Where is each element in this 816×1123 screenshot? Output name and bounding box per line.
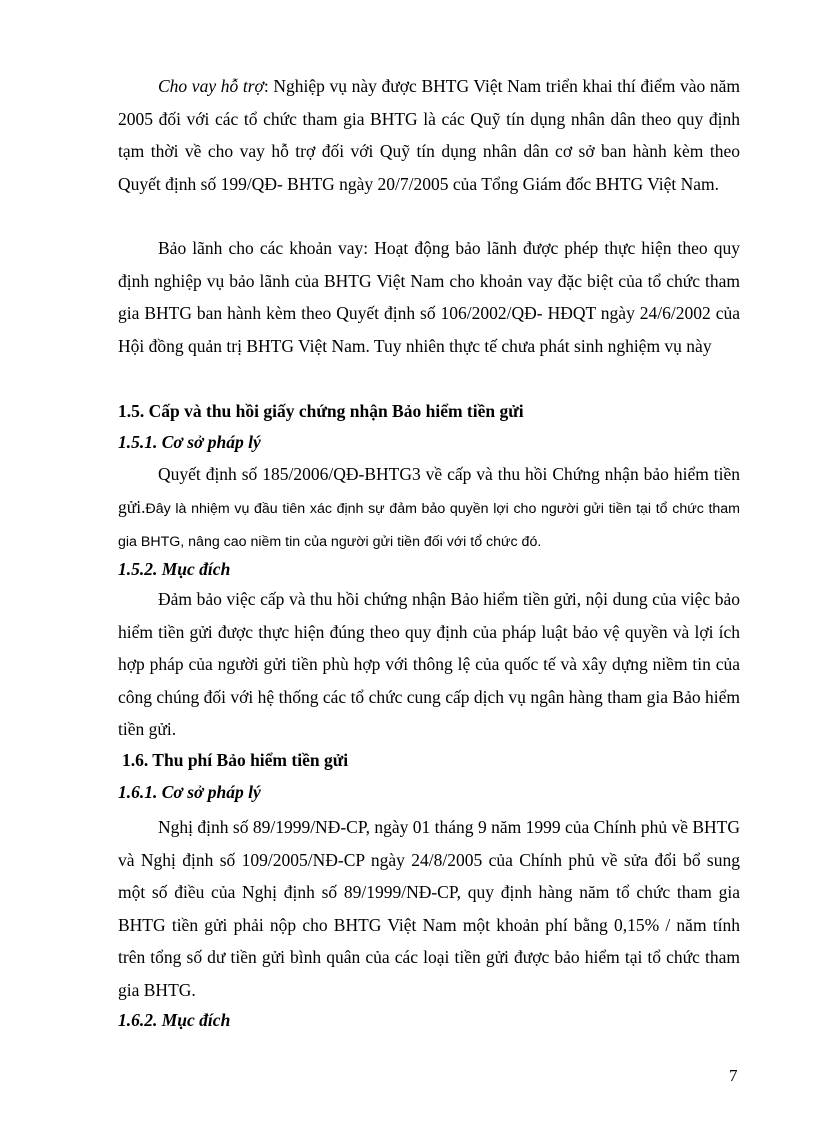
subsection-heading-1-5-1: 1.5.1. Cơ sở pháp lý bbox=[118, 432, 261, 452]
page-number: 7 bbox=[729, 1066, 738, 1085]
section-heading-1-5: 1.5. Cấp và thu hồi giấy chứng nhận Bảo hiểm tiền gửi bbox=[118, 401, 524, 421]
paragraph-bao-lanh: Bảo lãnh cho các khoản vay: Hoạt động bảo lãnh được phép thực hiện theo quy định nghiệp vụ bảo lãnh của BHTG Việt Nam cho khoản vay đặc biệt của tổ chức tham gia BHTG ban hành kèm theo Quyết định số 106/2002/QĐ- HĐQT ngày 24/6/2002 của Hội đồng quản trị BHTG Việt Nam. Tuy nhiên thực tế chưa phát sinh nghiệm vụ này bbox=[118, 238, 740, 356]
paragraph-text-first: Quyết định số 185/2006/QĐ-BHTG3 về cấp và thu hồi Chứng nhận bảo hiểm tiền gửi. bbox=[118, 464, 740, 517]
section-heading-1-6: 1.6. Thu phí Bảo hiểm tiền gửi bbox=[122, 750, 349, 770]
paragraph-quyet-dinh-185 bbox=[118, 458, 740, 557]
subsection-heading-1-6-2: 1.6.2. Mục đích bbox=[118, 1010, 231, 1030]
subsection-heading-1-6-1: 1.6.1. Cơ sở pháp lý bbox=[118, 782, 261, 802]
paragraph-cho-vay-ho-tro bbox=[118, 70, 740, 200]
paragraph-lead-term: Cho vay hỗ trợ bbox=[158, 76, 264, 96]
paragraph-nghi-dinh-89: Nghị định số 89/1999/NĐ-CP, ngày 01 tháng 9 năm 1999 của Chính phủ về BHTG và Nghị định số 109/2005/NĐ-CP ngày 24/8/2005 của Chính phủ về sửa đổi bổ sung một số điều của Nghị định số 89/1999/NĐ-CP, quy định hàng năm tổ chức tham gia BHTG tiền gửi phải nộp cho BHTG Việt Nam một khoản phí bằng 0,15% / năm tính trên tổng số dư tiền gửi bình quân của các loại tiền gửi được bảo hiểm tại tổ chức tham gia BHTG. bbox=[118, 817, 740, 1000]
paragraph-text-sans: Đây là nhiệm vụ đầu tiên xác định sự đảm bảo quyền lợi cho người gửi tiền tại tổ chức tham gia BHTG, nâng cao niềm tin của người gửi tiền đối với tổ chức đó. bbox=[118, 500, 740, 550]
paragraph-text: : Nghiệp vụ này được BHTG Việt Nam triển khai thí điểm vào năm 2005 đối với các tổ chức tham gia BHTG là các Quỹ tín dụng nhân dân theo quy định tạm thời về cho vay hỗ trợ đối với Quỹ tín dụng nhân dân cơ sở ban hành kèm theo Quyết định số 199/QĐ- BHTG ngày 20/7/2005 của Tổng Giám đốc BHTG Việt Nam. bbox=[118, 76, 740, 194]
subsection-heading-1-5-2: 1.5.2. Mục đích bbox=[118, 559, 231, 579]
paragraph-muc-dich-1-5-2: Đảm bảo việc cấp và thu hồi chứng nhận Bảo hiểm tiền gửi, nội dung của việc bảo hiểm tiền gửi được thực hiện đúng theo quy định của pháp luật bảo vệ quyền và lợi ích hợp pháp của người gửi tiền phù hợp với thông lệ của quốc tế và xây dựng niềm tin của công chúng đối với hệ thống các tổ chức cung cấp dịch vụ ngân hàng tham gia Bảo hiểm tiền gửi. bbox=[118, 589, 740, 740]
